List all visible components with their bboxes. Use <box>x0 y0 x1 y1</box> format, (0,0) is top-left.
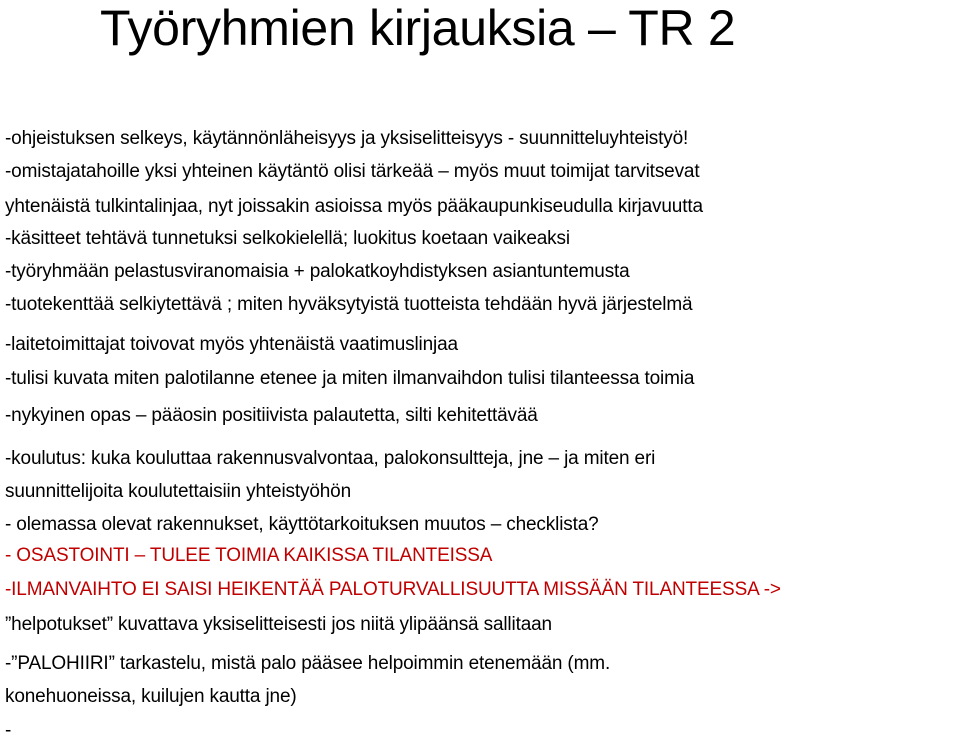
bullet-line-13: -”PALOHIIRI” tarkastelu, mistä palo pääsee helpoimmin etenemään (mm. <box>5 653 611 674</box>
bullet-line-2-continued: yhtenäistä tulkintalinjaa, nyt joissakin asioissa myös pääkaupunkiseudulla kirjavuutta <box>5 196 703 217</box>
bullet-line-9: -koulutus: kuka kouluttaa rakennusvalvontaa, palokonsultteja, jne – ja miten eri <box>5 448 656 469</box>
bullet-line-9-continued: suunnittelijoita koulutettaisiin yhteistyöhön <box>5 481 352 502</box>
bullet-line-2: -omistajatahoille yksi yhteinen käytäntö olisi tärkeää – myös muut toimijat tarvitsevat <box>5 161 700 182</box>
bullet-line-14: - <box>5 720 12 741</box>
bullet-line-8: -nykyinen opas – pääosin positiivista palautetta, silti kehitettävää <box>5 405 538 426</box>
bullet-line-6: -laitetoimittajat toivovat myös yhtenäistä vaatimuslinjaa <box>5 334 458 355</box>
bullet-line-10: - olemassa olevat rakennukset, käyttötarkoituksen muutos – checklista? <box>5 514 599 535</box>
bullet-line-4: -työryhmään pelastusviranomaisia + palokatkoyhdistyksen asiantuntemusta <box>5 261 630 282</box>
bullet-line-13-continued: konehuoneissa, kuilujen kautta jne) <box>5 686 297 707</box>
bullet-line-1: -ohjeistuksen selkeys, käytännönläheisyys ja yksiselitteisyys - suunnitteluyhteistyö! <box>5 128 689 149</box>
bullet-line-12-continued: ”helpotukset” kuvattava yksiselitteisesti jos niitä ylipäänsä sallitaan <box>5 614 552 635</box>
bullet-line-7: -tulisi kuvata miten palotilanne etenee ja miten ilmanvaihdon tulisi tilanteessa toimia <box>5 368 695 389</box>
page-title: Työryhmien kirjauksia – TR 2 <box>100 0 736 56</box>
bullet-line-5: -tuotekenttää selkiytettävä ; miten hyväksytyistä tuotteista tehdään hyvä järjestelmä <box>5 294 693 315</box>
bullet-line-11-highlight: - OSASTOINTI – TULEE TOIMIA KAIKISSA TILANTEISSA <box>5 545 493 566</box>
bullet-line-12-highlight: -ILMANVAIHTO EI SAISI HEIKENTÄÄ PALOTURVALLISUUTTA MISSÄÄN TILANTEESSA -> <box>5 579 781 600</box>
bullet-line-3: -käsitteet tehtävä tunnetuksi selkokielellä; luokitus koetaan vaikeaksi <box>5 228 570 249</box>
